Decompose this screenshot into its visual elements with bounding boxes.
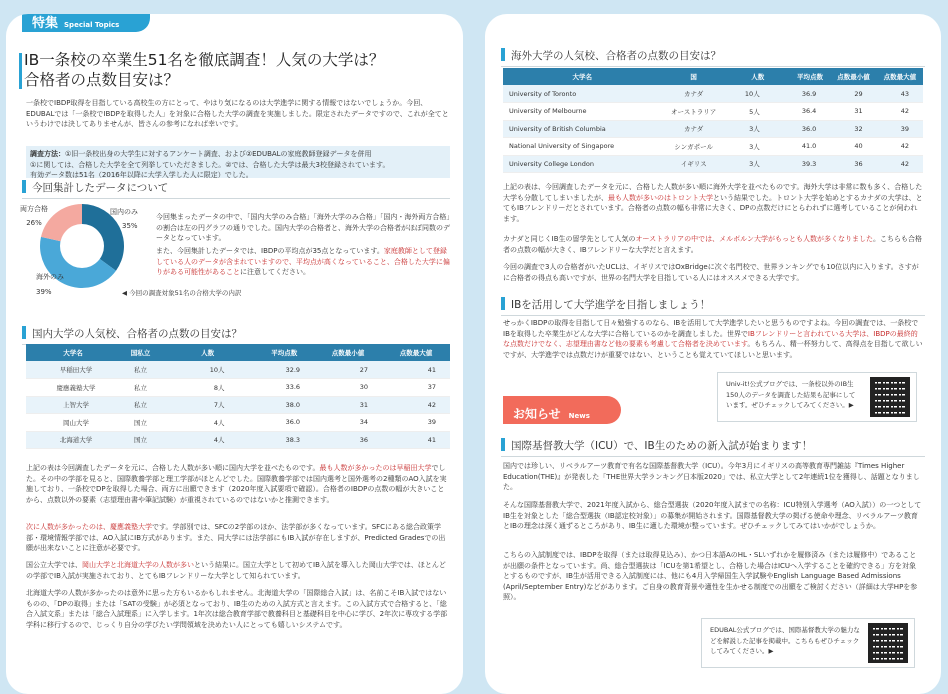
intro-text: 一条校でIBDP取得を目指している高校生の方にとって、やはり気になるのは大学進学に関する情報ではないでしょうか。今回、EDUBALでは「一条校でIBDPを取得した人」を対象に合格した大学の調査を実施しました。限定されたデータですので、これが全てというわけでは決してありませんが、皆さんの参考になれば幸いです。	[26, 99, 449, 128]
table-row	[26, 379, 450, 397]
table-cell: 42	[877, 103, 923, 121]
overseas-paragraph-1: 上記の表は、今回調査したデータを元に、合格した人数が多い順に海外大学を並べたものです。海外大学は非常に数も多く、合格した大学も分散してしまいましたが、最も人数が多いのはトロント大学という結果でした。トロント大学を始めとするカナダの大学は、とてもIBフレンドリーだとされています。合格者の点数の幅も非常に大きく、DPの点数だけにとらわれずに選考していることが伺われます。	[503, 183, 923, 223]
overseas-header-cell: 平均点数	[790, 68, 831, 85]
table-cell: 10人	[726, 85, 790, 103]
overseas-header-cell: 点数最大値	[877, 68, 923, 85]
domestic-paragraph-3: 国公立大学では、岡山大学と北海道大学の人数が多いという結果に。国立大学として初めてIB入試を導入した岡山大学では、ほとんどの学部でIB入試が実施されており、とてもIBフレンドリーな大学として知られています。	[26, 561, 446, 580]
table-cell: 38.0	[255, 396, 315, 414]
table-cell: シンガポール	[661, 138, 725, 156]
table-cell: University College London	[503, 155, 661, 173]
section-heading-ib: IBを活用して大学進学を目指しましょう！	[501, 297, 925, 316]
table-cell: 36	[314, 431, 382, 449]
table-cell: 4人	[161, 414, 255, 432]
table-cell: 私立	[120, 361, 161, 379]
table-cell: 私立	[120, 379, 161, 397]
overseas-header-cell: 人数	[726, 68, 790, 85]
overseas-header-cell: 点数最小値	[830, 68, 876, 85]
table-cell: 38.3	[255, 431, 315, 449]
right-page	[485, 14, 941, 694]
table-row	[26, 431, 450, 449]
domestic-table	[26, 344, 450, 449]
table-cell: 早稲田大学	[26, 361, 120, 379]
table-cell: 30	[314, 379, 382, 397]
overseas-header-cell: 国	[661, 68, 725, 85]
table-cell: 3人	[726, 120, 790, 138]
table-cell: 42	[877, 138, 923, 156]
overseas-table	[503, 68, 923, 173]
ib-paragraph: せっかくIBDPの取得を目指して日々勉強するのなら、IBを活用して大学進学したいと思うものですよね。今回の調査では、一条校でIBを取得した卒業生がどんな大学に合格しているのかを調査しました。世界でIBフレンドリーと言われている大学は、IBDPの最終的な点数だけでなく、志望理由書など他の要素も考慮して合格者を決めています。もちろん、精一杯努力して、高得点を目指して欲しいですが、大学進学では点数だけが重要ではない、ということも覚えていてほしいと思います。	[503, 319, 923, 359]
domestic-paragraph-1: 上記の表は今回調査したデータを元に、合格した人数が多い順に国内大学を並べたものです。最も人数が多かったのは早稲田大学でした。その中の学部を見ると、国際教養学部と理工学部がほとんどでした。国際教養学部では国内選考と国外選考の2種類のAO入試を実施しており、一条校でDPを取得した場合、両方に出願できます（2020年度入試要項で確認）。合格者のIBDPの点数の幅が大きいことから、点数以外の要素（志望理由書や筆記試験）が重視されているのではないかと推測できます。	[26, 464, 447, 504]
table-cell: 34	[314, 414, 382, 432]
table-row	[503, 85, 923, 103]
table-cell: 37	[382, 379, 450, 397]
method-box: 調査方法：①旧一条校出身の大学生に対するアンケート調査、および②EDUBALの家庭教師登録データを併用 ①に関しては、合格した大学を全て列挙していただきました。②では、合格した大学は最大3校登録されています。 有効データ数は51名（2016年以降に大学入学した人に限定）でした。	[26, 146, 450, 178]
domestic-paragraph-2: 次に人数が多かったのは、慶應義塾大学です。学部別では、SFCの2学部のほか、法学部が多くなっています。SFCにある総合政策学部・環境情報学部では、AO入試にIB方式があります。また、同大学には法学部にもIB入試が存在しますが、Predicted Gradesでの出願が出来ないことに注意が必要です。	[26, 523, 446, 552]
domestic-header-cell: 点数最大値	[382, 344, 450, 361]
table-cell: 41	[382, 361, 450, 379]
table-row	[503, 138, 923, 156]
section-heading-domestic: 国内大学の人気校、合格者の点数の目安は？	[22, 326, 450, 345]
table-cell: 国立	[120, 414, 161, 432]
pie-label-overseas: 海外のみ 39%	[36, 273, 64, 296]
table-cell: National University of Singapore	[503, 138, 661, 156]
icu-paragraph-2: そんな国際基督教大学で、2021年度入試から、総合型選抜（2020年度入試までの名称：ICU特別入学選考（AO入試））の一つとしてIB生を対象とした「総合型選抜（IB認定校対象）」の募集が開始されます。国際基督教大学の掲げる使命や理念、リベラルアーツ教育とIBの理念は深く通ずるところがあり、IB生に適した環境が整っています。ぜひチェックしてみてはいかがでしょうか。	[503, 501, 922, 530]
table-cell: 岡山大学	[26, 414, 120, 432]
table-cell: 39.3	[790, 155, 831, 173]
table-row	[503, 155, 923, 173]
table-cell: 39	[877, 120, 923, 138]
table-cell: 41	[382, 431, 450, 449]
qr-code-icon[interactable]	[868, 623, 908, 663]
domestic-header-cell: 平均点数	[255, 344, 315, 361]
data-paragraph-2: また、今回集計したデータでは、IBDPの平均点が35点となっています。家庭教師として登録している人のデータが含まれていますので、平均点が高くなっていること、合格した大学に偏りがある可能性があることに注意してください。	[156, 247, 450, 276]
news-tag: お知らせ News	[503, 396, 621, 424]
data-paragraph-1: 今回集まったデータの中で、「国内大学のみ合格」「海外大学のみ合格」「国内・海外両方合格」の割合は左の円グラフの通りでした。国内大学の合格者と、海外大学の合格者がほぼ同数のデータとなっています。	[156, 213, 450, 242]
pie-label-both: 両方合格 26%	[20, 205, 48, 227]
icu-paragraph-3: こちらの入試制度では、IBDPを取得（または取得見込み）、かつ日本語AのHL・SLいずれかを履修済み（または履修中）であることが出願の条件となっています。尚、総合型選抜は「ICUを第1希望とし、合格した場合はICUへ入学することを確約できる」方を対象とするものですが、IB生が活用できる入試制度には、他にも4月入学帰国生入学試験やEnglish Language Based Admissions (April/September Entry)などがあります。ご自身の教育背景や適性を生かせる制度での出願をご検討ください（詳細は大学HPを参照）。	[503, 551, 918, 601]
table-cell: University of Toronto	[503, 85, 661, 103]
table-cell: 33.6	[255, 379, 315, 397]
section-heading-icu: 国際基督教大学（ICU）で、IB生のための新入試が始まります！	[501, 438, 925, 457]
table-cell: オーストラリア	[661, 103, 725, 121]
table-cell: 31	[830, 103, 876, 121]
table-cell: University of British Columbia	[503, 120, 661, 138]
pie-caption: ◀ 今回の調査対象51名の合格大学の内訳	[122, 289, 242, 297]
table-cell: 3人	[726, 155, 790, 173]
table-cell: 42	[877, 155, 923, 173]
table-cell: 32	[830, 120, 876, 138]
table-cell: 36.0	[790, 120, 831, 138]
table-cell: 31	[314, 396, 382, 414]
pie-label-domestic: 国内のみ 35%	[110, 208, 138, 230]
table-cell: 私立	[120, 396, 161, 414]
table-cell: 39	[382, 414, 450, 432]
main-title: IB一条校の卒業生51名を徹底調査！人気の大学は？ 合格者の点数目安は？	[24, 51, 385, 89]
table-cell: 3人	[726, 138, 790, 156]
univit-blog-box[interactable]: Univ-it!公式ブログでは、一条校以外のIB生150人のデータを調査した結果も記事にしています。ぜひチェックしてみてください。▶	[717, 372, 917, 422]
edubal-blog-box[interactable]: EDUBAL公式ブログでは、国際基督教大学の魅力などを解説した記事を掲載中。こちらもぜひチェックしてみてください。▶	[701, 618, 915, 668]
table-cell: 32.9	[255, 361, 315, 379]
table-cell: University of Melbourne	[503, 103, 661, 121]
table-row	[26, 396, 450, 414]
section-heading-data: 今回集計したデータについて	[22, 180, 450, 199]
table-cell: 41.0	[790, 138, 831, 156]
overseas-header-cell: 大学名	[503, 68, 661, 85]
table-cell: 5人	[726, 103, 790, 121]
domestic-header-cell: 大学名	[26, 344, 120, 361]
table-cell: 36.0	[255, 414, 315, 432]
table-cell: 慶應義塾大学	[26, 379, 120, 397]
domestic-paragraph-4: 北海道大学の人数が多かったのは意外に思った方もいるかもしれません。北海道大学の「国際総合入試」は、名前こそIB入試ではないものの、「DPの取得」または「SATの受験」が必須となっており、IB生のための入試方式と言えます。この入試方式で合格すると、「総合入試文系」または「総合入試理系」に入学します。1年次は総合教育学部で教養科目と基礎科目を中心に学び、2年次に専攻する学部学科に移行するので、じっくり自分の学びたい学問領域を決めたい人にとっても嬉しいシステムです。	[26, 589, 448, 629]
table-cell: 8人	[161, 379, 255, 397]
special-topics-tag: 特集 Special Topics	[22, 14, 150, 32]
left-page	[6, 14, 463, 694]
qr-code-icon[interactable]	[870, 377, 910, 417]
table-cell: 40	[830, 138, 876, 156]
table-row	[26, 414, 450, 432]
section-heading-overseas: 海外大学の人気校、合格者の点数の目安は？	[501, 48, 925, 67]
icu-paragraph-1: 国内では珍しい、リベラルアーツ教育で有名な国際基督教大学（ICU）。今年3月にイギリスの高等教育専門雑誌『Times Higher Education(THE)』が発表した「THE世界大学ランキング日本版2020」では、私立大学として2年連続1位を獲得し、話題となりました。	[503, 462, 920, 491]
table-cell: 36	[830, 155, 876, 173]
table-cell: 43	[877, 85, 923, 103]
overseas-paragraph-2: カナダと同じくIB生の留学先として人気のオーストラリアの中では、メルボルン大学がもっとも人数が多くなりました。こちらも合格者の点数の幅が大きく、IBフレンドリーな大学だと言えます。	[503, 235, 923, 254]
table-cell: 国立	[120, 431, 161, 449]
table-cell: 4人	[161, 431, 255, 449]
table-cell: 42	[382, 396, 450, 414]
table-row	[503, 120, 923, 138]
domestic-header-cell: 国私立	[120, 344, 161, 361]
overseas-paragraph-3: 今回の調査で3人の合格者がいたUCLは、イギリスではOxBridgeに次ぐ名門校で、世界ランキングでも10位以内に入ります。さすがに合格者の得点も高いですが、世界の名門大学を目指している人にはオススメできる大学です。	[503, 263, 919, 282]
table-cell: 上智大学	[26, 396, 120, 414]
table-cell: 36.4	[790, 103, 831, 121]
table-row	[503, 103, 923, 121]
table-cell: 10人	[161, 361, 255, 379]
domestic-header-cell: 点数最小値	[314, 344, 382, 361]
domestic-header-cell: 人数	[161, 344, 255, 361]
table-cell: カナダ	[661, 120, 725, 138]
table-cell: 27	[314, 361, 382, 379]
table-cell: 36.9	[790, 85, 831, 103]
table-row	[26, 361, 450, 379]
table-cell: 29	[830, 85, 876, 103]
table-cell: イギリス	[661, 155, 725, 173]
table-cell: 北海道大学	[26, 431, 120, 449]
table-cell: 7人	[161, 396, 255, 414]
table-cell: カナダ	[661, 85, 725, 103]
